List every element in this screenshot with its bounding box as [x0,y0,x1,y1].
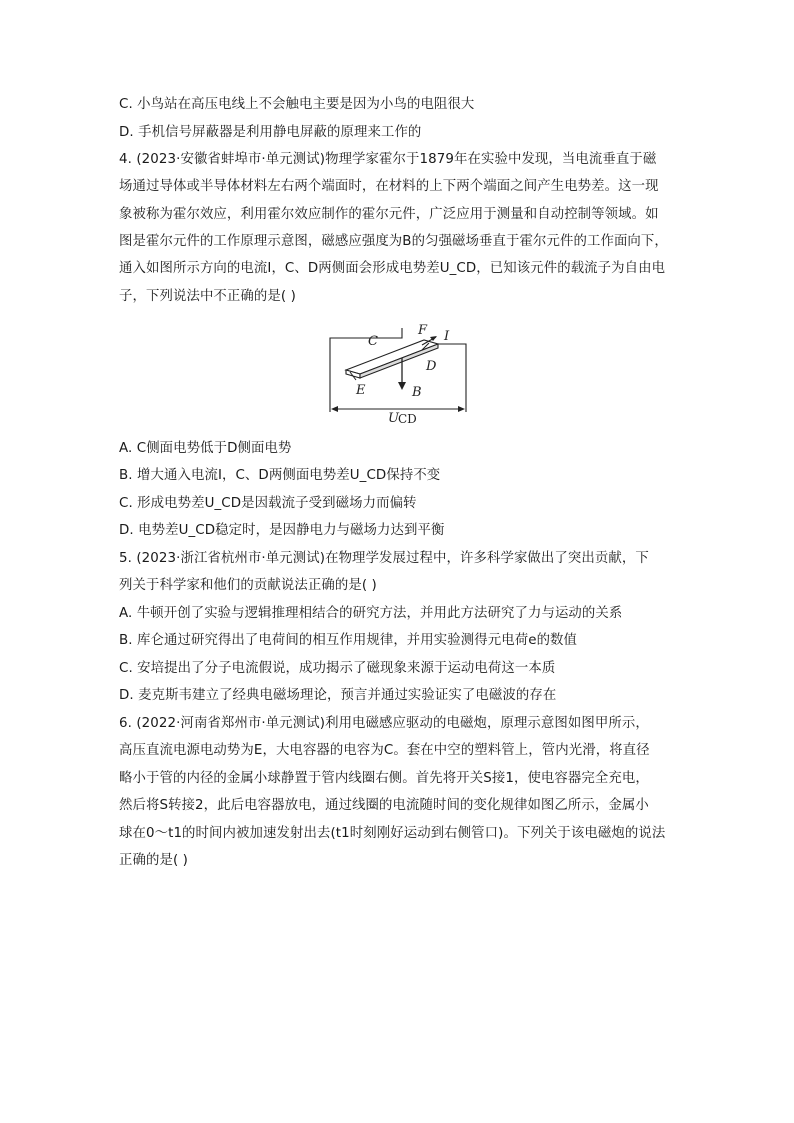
option-4a: A. C侧面电势低于D侧面电势 [119,441,292,456]
question-4-stem: 象被称为霍尔效应，利用霍尔效应制作的霍尔元件，广泛应用于测量和自动控制等领域。如 [119,207,659,222]
question-6-stem: 球在0～t1的时间内被加速发射出去(t1时刻刚好运动到右侧管口)。下列关于该电磁炮的说法 [119,826,666,841]
hall-slab-top [346,340,438,374]
question-4-stem: 场通过导体或半导体材料左右两个端面时，在材料的上下两个端面之间产生电势差。这一现 [119,179,659,194]
question-4-stem: 4. (2023·安徽省蚌埠市·单元测试)物理学家霍尔于1879年在实验中发现，当电流垂直于磁 [119,152,657,167]
question-4-stem: 通入如图所示方向的电流I，C、D两侧面会形成电势差U_CD，已知该元件的载流子为自由电 [119,261,666,276]
option-5a: A. 牛顿开创了实验与逻辑推理相结合的研究方法，并用此方法研究了力与运动的关系 [119,606,623,621]
option-3c: C. 小鸟站在高压电线上不会触电主要是因为小鸟的电阻很大 [119,97,475,112]
label-u-sub: CD [398,412,417,424]
voltage-arrow-left [331,406,338,412]
option-5c: C. 安培提出了分子电流假说，成功揭示了磁现象来源于运动电荷这一本质 [119,661,556,676]
right-wire [436,344,466,412]
question-6-stem: 高压直流电源电动势为E，大电容器的电容为C。套在中空的塑料管上，管内光滑，将直径 [119,743,650,758]
label-d: D [426,359,437,374]
label-c: C [368,334,378,349]
label-f: F [418,323,428,338]
label-u: U [388,411,399,424]
hall-element-diagram [326,320,472,424]
question-5-stem: 5. (2023·浙江省杭州市·单元测试)在物理学发展过程中，许多科学家做出了突出贡献，下 [119,551,649,566]
question-4-stem: 图是霍尔元件的工作原理示意图，磁感应强度为B的匀强磁场垂直于霍尔元件的工作面向下， [119,234,668,249]
question-5-stem: 列关于科学家和他们的贡献说法正确的是( ) [119,578,377,593]
label-i: I [444,329,450,344]
field-arrowhead [398,382,406,390]
voltage-arrow-right [458,406,465,412]
question-6-stem: 略小于管的内径的金属小球静置于管内线圈右侧。首先将开关S接1，使电容器完全充电， [119,771,649,786]
option-4b: B. 增大通入电流I，C、D两侧面电势差U_CD保持不变 [119,468,441,483]
option-5b: B. 库仑通过研究得出了电荷间的相互作用规律，并用实验测得元电荷e的数值 [119,633,578,648]
question-6-stem: 正确的是( ) [119,853,188,868]
option-3d: D. 手机信号屏蔽器是利用静电屏蔽的原理来工作的 [119,125,422,140]
option-4c: C. 形成电势差U_CD是因载流子受到磁场力而偏转 [119,496,417,511]
label-b: B [412,385,422,400]
option-5d: D. 麦克斯韦建立了经典电磁场理论，预言并通过实验证实了电磁波的存在 [119,688,557,703]
question-6-stem: 6. (2022·河南省郑州市·单元测试)利用电磁感应驱动的电磁炮，原理示意图如图甲所示， [119,716,649,731]
question-4-stem: 子，下列说法中不正确的是( ) [119,289,296,304]
question-6-stem: 然后将S转接2，此后电容器放电，通过线圈的电流随时间的变化规律如图乙所示，金属小 [119,798,649,813]
option-4d: D. 电势差U_CD稳定时，是因静电力与磁场力达到平衡 [119,523,445,538]
label-e: E [356,383,366,398]
